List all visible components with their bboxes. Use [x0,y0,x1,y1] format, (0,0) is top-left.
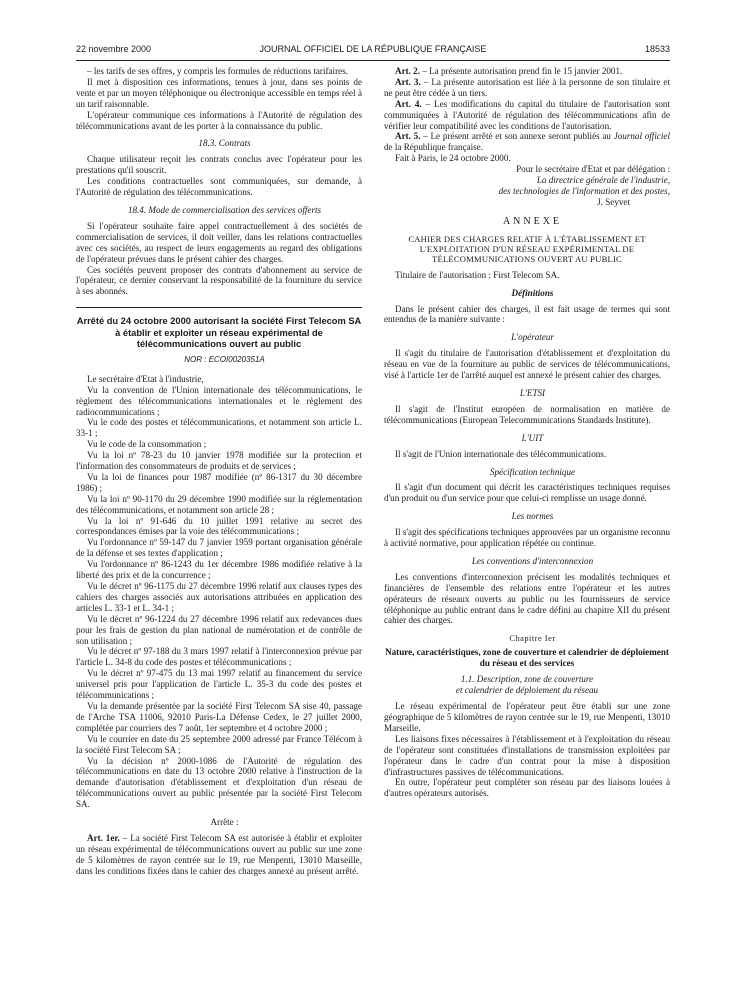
paragraph: Les conventions d'interconnexion précisent les modalités techniques et financières de l'ensemble des relations entre l'opérateur et les autres opérateurs de réseaux ouverts au public ou les fournisseurs de service téléphonique au public entrant dans le cadre défini au chapitre XII du présent cahier des charges. [384,571,670,626]
paragraph: Il s'agit d'un document qui décrit les caractéristiques techniques requises d'un produit ou d'un service pour que celui-ci remplisse un usage donné. [384,482,670,504]
article-5 [384,131,670,153]
article-3-label: Art. 3. [395,76,421,87]
arrete-title: Arrêté du 24 octobre 2000 autorisant la société First Telecom SA à établir et exploiter un réseau expérimental de télécommunications ouvert au public [76,316,362,349]
uit-heading: L'UIT [521,432,544,443]
visa: Vu la demande présentée par la société First Telecom SA sise 40, passage de l'Arche TSA 11006, 92010 Paris-La Défense Cedex, le 27 juillet 2000, complétée par courriers des 7 août, 1er septembre et 4 octobre 2000 ; [76,700,362,733]
paragraph: Le réseau expérimental de l'opérateur peut être établi sur une zone géographique de 5 kilomètres de rayon centrée sur le 19, rue Menpenti, 13010 Marseille. [384,701,670,733]
paragraph: Si l'opérateur souhaite faire appel contractuellement à des sociétés de commercialisation de services, il doit veiller, dans les relations contractuelles avec ces sociétés, au respect de leurs engagements au regard des obligations de l'opérateur prévues dans le présent cahier des charges. [76,220,362,264]
article-3-text: – La présente autorisation est liée à la personne de son titulaire et ne peut être cédée à un tiers. [384,76,670,98]
paragraph: Dans le présent cahier des charges, il est fait usage de termes qui sont entendus de la manière suivante : [384,303,670,325]
page-number: 18533 [644,44,670,54]
right-column [384,66,670,799]
visa: Vu la décision nº 2000-1086 de l'Autorité de régulation des télécommunications en date du 13 octobre 2000 relative à l'instruction de la demande d'autorisation d'établissement et d'exploitation d'un réseau de télécommunications ouvert au public présentée par la société First Telecom SA. [76,755,362,810]
paragraph: En outre, l'opérateur peut compléter son réseau par des liaisons louées à d'autres opérateurs autorisés. [384,777,670,799]
titulaire: Titulaire de l'autorisation : First Telecom SA. [395,269,560,280]
chapter-heading: Chapitre Ier [509,634,556,644]
visa: Vu le courrier en date du 25 septembre 2000 adressé par France Télécom à la société First Telecom SA ; [76,733,362,755]
signature-line-2: La directrice générale de l'industrie, [536,175,670,186]
article-1-label: Art. 1er. [87,832,120,843]
paragraph: Chaque utilisateur reçoit les contrats conclus avec l'opérateur pour les prestations qu'il souscrit. [76,154,362,176]
conventions-heading: Les conventions d'interconnexion [471,555,594,566]
section-heading-1-1: 1.1. Description, zone de couverture [460,674,594,685]
visa: Vu la loi nº 78-23 du 10 janvier 1978 modifiée sur la protection et l'information des consommateurs de produits et de services ; [76,450,362,472]
article-5-label: Art. 5. [395,131,421,142]
visa: Vu la convention de l'Union internationale des télécommunications, le règlement des télécommunications internationales et le règlement des radiocommunications ; [76,384,362,417]
paragraph: L'opérateur communique ces informations à l'Autorité de régulation des télécommunications avant de les porter à la connaissance du public. [76,109,362,131]
article-5-text-a: – Le présent arrêté et son annexe seront publiés au [423,131,614,142]
paragraph: Il s'agit des spécifications techniques approuvées par un organisme reconnu à activité normative, pour application répétée ou continue. [384,527,670,549]
article-4 [384,99,670,132]
visa: Vu le code de la consommation ; [87,439,207,450]
article-3 [384,77,670,99]
article-1 [76,833,362,877]
left-column [76,66,362,877]
article-1-text: – La société First Telecom SA est autorisée à établir et exploiter un réseau expérimental de télécommunications ouvert au public sur une zone de 5 kilomètres de rayon centrée sur le 19, rue Menpenti, 13010 Marseille, dans les conditions fixées dans le cahier des charges annexé au présent arrêté. [76,832,362,876]
paragraph: Il s'agit du titulaire de l'autorisation d'établissement et d'exploitation du réseau en vue de la fourniture au public de services de télécommunications, visé à l'article 1er de l'arrêté auquel est annexé le présent cahier des charges. [384,348,670,381]
visa: Vu le code des postes et télécommunications, et notamment son article L. 33-1 ; [76,417,362,439]
article-5-journal: Journal officiel [613,131,670,142]
article-2 [384,66,670,77]
article-4-label: Art. 4. [395,98,422,109]
paragraph: Il s'agit de l'Union internationale des télécommunications. [395,448,607,459]
cahier-title: CAHIER DES CHARGES RELATIF À L'ÉTABLISSEMENT ET L'EXPLOITATION D'UN RÉSEAU EXPÉRIMENTAL DE TÉLÉCOMMUNICATIONS OUVERT AU PUBLIC [408,233,646,265]
definitions-heading: Définitions [511,287,554,298]
fait-a-paris: Fait à Paris, le 24 octobre 2000. [395,153,511,164]
signatory-name: J. Seyvet [597,196,630,207]
arrete-label: Arrête : [210,817,239,828]
paragraph: Il met à disposition ces informations, tenues à jour, dans ses points de vente et par un moyen téléphonique ou électronique accessible en temps réel à un tarif raisonnable. [76,76,362,109]
visa: Vu le décret nº 97-188 du 3 mars 1997 relatif à l'interconnexion prévue par l'article L. 34-8 du code des postes et télécommunications ; [76,646,362,668]
issue-date: 22 novembre 2000 [76,44,152,54]
article-2-label: Art. 2. [395,66,420,76]
normes-heading: Les normes [511,511,554,522]
visa: Vu le décret nº 96-1175 du 27 décembre 1996 relatif aux clauses types des cahiers des charges associés aux autorisations attribuées en application des articles L. 33-1 et L. 34-1 ; [76,581,362,613]
visa: Vu l'ordonnance nº 59-147 du 7 janvier 1959 portant organisation générale de la défense et ses textes d'application ; [76,537,362,559]
section-heading-18-4: 18.4. Mode de commercialisation des services offerts [127,204,322,215]
visa: Vu la loi nº 91-646 du 10 juillet 1991 relative au secret des correspondances émises par la voie des télécommunications ; [76,515,362,537]
journal-title: JOURNAL OFFICIEL DE LA RÉPUBLIQUE FRANÇAISE [259,44,487,54]
visa: Vu l'ordonnance nº 86-1243 du 1er décembre 1986 modifiée relative à la liberté des prix et de la concurrence ; [76,559,362,581]
section-heading-1-1-cont: et calendrier de déploiement du réseau [455,685,599,696]
header-rule [76,60,670,61]
visa: Vu le décret nº 96-1224 du 27 décembre 1996 relatif aux redevances dues pour les frais de gestion du plan national de numérotation et de contrôle de son utilisation ; [76,613,362,646]
paragraph: – les tarifs de ses offres, y compris les formules de réductions tarifaires. [87,66,348,76]
page-header [76,44,670,56]
paragraph: Les liaisons fixes nécessaires à l'établissement et à l'exploitation du réseau de l'opérateur sont constituées d'installations de transmission exploitées par l'opérateur dans le cadre d'un contrat pour la mise à disposition d'infrastructures passives de télécommunications. [384,733,670,777]
article-2-text: – La présente autorisation prend fin le 15 janvier 2001. [422,66,623,76]
operateur-heading: L'opérateur [511,332,554,343]
paragraph: Ces sociétés peuvent proposer des contrats d'abonnement au service de l'opérateur, ce dernier conservant la responsabilité de la fourniture du service à ses abonnés. [76,264,362,297]
section-heading-18-3: 18.3. Contrats [198,138,251,149]
section-divider [76,307,362,308]
etsi-heading: L'ETSI [519,387,546,398]
chapter-title: Nature, caractéristiques, zone de couverture et calendrier de déploiement du réseau et des services [385,647,669,669]
paragraph: Il s'agit de l'Institut européen de normalisation en matière de télécommunications (European Telecommunications Standards Institute). [384,403,670,425]
specification-heading: Spécification technique [489,466,576,477]
nor-reference: NOR : ECOI0020351A [184,355,265,365]
annexe-heading: ANNEXE [502,215,563,227]
article-5-text-b: de la République française. [384,142,483,153]
visa: Vu la loi de finances pour 1987 modifiée (nº 86-1317 du 30 décembre 1986) ; [76,471,362,493]
signature-line-1: Pour le secrétaire d'Etat et par délégation : [516,164,670,175]
paragraph: Les conditions contractuelles sont communiquées, sur demande, à l'Autorité de régulation des télécommunications. [76,176,362,198]
visa: Le secrétaire d'Etat à l'industrie, [87,373,204,384]
article-4-text: – Les modifications du capital du titulaire de l'autorisation sont communiquées à l'Autorité de régulation des télécommunications afin de vérifier leur compatibilité avec les conditions de l'autorisation. [384,98,670,131]
visa: Vu le décret nº 97-475 du 13 mai 1997 relatif au financement du service universel pris pour l'application de l'article L. 35-3 du code des postes et télécommunications ; [76,668,362,701]
visa: Vu la loi nº 90-1170 du 29 décembre 1990 modifiée sur la réglementation des télécommunications, et notamment son article 28 ; [76,493,362,515]
signature-line-3: des technologies de l'information et des postes, [498,185,670,196]
